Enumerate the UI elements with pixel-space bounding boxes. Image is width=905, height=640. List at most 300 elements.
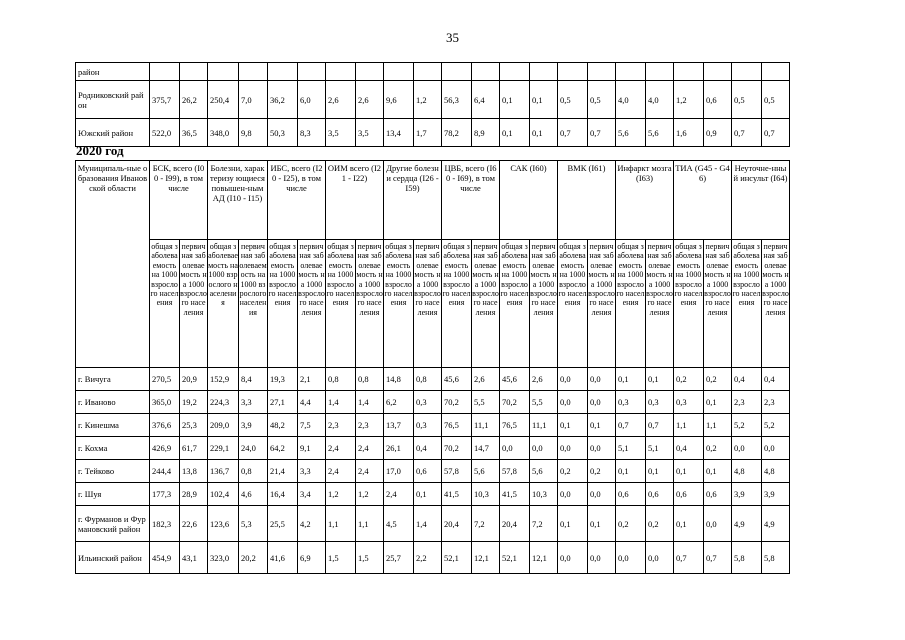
cell-value: 0,7: [558, 119, 588, 147]
cell-value: 0,6: [674, 483, 704, 506]
cell-value: 41,5: [442, 483, 472, 506]
cell-value: 209,0: [208, 414, 239, 437]
cell-value: 0,0: [646, 542, 674, 574]
header-row-groups: [76, 161, 790, 240]
cell-value: 21,4: [268, 460, 298, 483]
cell-value: 0,0: [762, 437, 790, 460]
subheader-primary: первичная заболеваемость на 1000 взрослого населения: [588, 240, 616, 368]
cell-value: 0,0: [558, 391, 588, 414]
page-number: 35: [446, 30, 459, 45]
cell-value: 6,0: [298, 81, 326, 119]
cell-value: 0,0: [704, 506, 732, 542]
header-municipality: Муниципаль-ные образования Ивановской области: [76, 161, 150, 368]
cell-value: 5,2: [732, 414, 762, 437]
cell-value: 70,2: [500, 391, 530, 414]
cell-value: 25,3: [180, 414, 208, 437]
subheader-primary: первичная заболеваемость на 1000 взрослого населения: [239, 240, 268, 368]
subheader-primary: первичная заболеваемость на 1000 взрослого населения: [356, 240, 384, 368]
cell-value: 36,2: [268, 81, 298, 119]
header-group: ИБС, всего (I20 - I25), в том числе: [268, 161, 326, 240]
cell-value: 0,8: [326, 368, 356, 391]
cell-value: 3,5: [326, 119, 356, 147]
cell-value: 13,4: [384, 119, 414, 147]
table-row: [76, 391, 790, 414]
cell-value: 50,3: [268, 119, 298, 147]
cell-value: 250,4: [208, 81, 239, 119]
cell-value: [384, 63, 414, 81]
cell-value: 20,2: [239, 542, 268, 574]
cell-value: 0,7: [704, 542, 732, 574]
cell-value: 0,0: [588, 437, 616, 460]
subheader-primary: первичная заболеваемость на 1000 взрослого населения: [298, 240, 326, 368]
cell-value: 1,2: [674, 81, 704, 119]
cell-value: 2,4: [326, 460, 356, 483]
cell-value: 0,2: [616, 506, 646, 542]
cell-value: 8,3: [298, 119, 326, 147]
cell-value: 4,6: [239, 483, 268, 506]
cell-value: 0,6: [616, 483, 646, 506]
cell-value: 0,0: [588, 542, 616, 574]
cell-value: 1,5: [356, 542, 384, 574]
cell-value: 0,2: [588, 460, 616, 483]
cell-value: 348,0: [208, 119, 239, 147]
table-row: [76, 483, 790, 506]
cell-value: 4,5: [384, 506, 414, 542]
cell-value: 26,2: [180, 81, 208, 119]
cell-value: 323,0: [208, 542, 239, 574]
cell-value: 0,0: [500, 437, 530, 460]
cell-value: 0,1: [674, 460, 704, 483]
table-row: [76, 368, 790, 391]
cell-value: 0,1: [588, 414, 616, 437]
cell-value: 0,8: [356, 368, 384, 391]
table-row: [76, 63, 790, 81]
header-group: ОИМ всего (I21 - I22): [326, 161, 384, 240]
cell-value: 3,4: [298, 483, 326, 506]
cell-value: 3,3: [298, 460, 326, 483]
cell-value: 0,6: [704, 483, 732, 506]
cell-value: 0,0: [558, 368, 588, 391]
table-row: [76, 414, 790, 437]
cell-value: 11,1: [530, 414, 558, 437]
cell-value: 1,2: [356, 483, 384, 506]
cell-value: 64,2: [268, 437, 298, 460]
cell-value: 9,6: [384, 81, 414, 119]
cell-value: 0,9: [704, 119, 732, 147]
cell-value: 9,8: [239, 119, 268, 147]
cell-value: 0,2: [704, 437, 732, 460]
row-name: Южский район: [76, 119, 150, 147]
cell-value: 2,6: [326, 81, 356, 119]
subheader-general: общая заболеваемость на 1000 взрослого населения: [150, 240, 180, 368]
cell-value: 0,6: [646, 483, 674, 506]
cell-value: [239, 63, 268, 81]
header-group: ТИА (G45 - G46): [674, 161, 732, 240]
cell-value: 41,5: [500, 483, 530, 506]
subheader-primary: первичная заболеваемость на 1000 взрослого населения: [646, 240, 674, 368]
cell-value: 2,6: [356, 81, 384, 119]
cell-value: 10,3: [472, 483, 500, 506]
cell-value: 2,4: [356, 460, 384, 483]
subheader-general: общая заболеваемость на 1000 взрослого населения: [442, 240, 472, 368]
cell-value: 5,8: [762, 542, 790, 574]
cell-value: 5,8: [732, 542, 762, 574]
cell-value: 4,2: [298, 506, 326, 542]
cell-value: 3,5: [356, 119, 384, 147]
row-name: г. Тейково: [76, 460, 150, 483]
cell-value: 5,5: [530, 391, 558, 414]
cell-value: 0,7: [588, 119, 616, 147]
subheader-primary: первичная заболеваемость на 1000 взрослого населения: [530, 240, 558, 368]
cell-value: 136,7: [208, 460, 239, 483]
cell-value: 41,6: [268, 542, 298, 574]
header-row-subcolumns: [76, 240, 790, 368]
cell-value: 0,1: [704, 391, 732, 414]
cell-value: 19,3: [268, 368, 298, 391]
cell-value: 454,9: [150, 542, 180, 574]
cell-value: 56,3: [442, 81, 472, 119]
cell-value: 76,5: [500, 414, 530, 437]
cell-value: 36,5: [180, 119, 208, 147]
cell-value: 0,7: [674, 542, 704, 574]
cell-value: 4,4: [298, 391, 326, 414]
cell-value: 2,3: [762, 391, 790, 414]
cell-value: 1,2: [414, 81, 442, 119]
cell-value: 1,4: [356, 391, 384, 414]
cell-value: 0,1: [674, 506, 704, 542]
cell-value: 8,4: [239, 368, 268, 391]
cell-value: 0,1: [558, 414, 588, 437]
cell-value: 375,7: [150, 81, 180, 119]
subheader-general: общая заболеваемость на 1000 взрослого населения: [616, 240, 646, 368]
year-heading: 2020 год: [76, 143, 124, 158]
cell-value: 0,1: [530, 81, 558, 119]
cell-value: 522,0: [150, 119, 180, 147]
cell-value: 3,9: [239, 414, 268, 437]
cell-value: 1,1: [356, 506, 384, 542]
cell-value: 3,3: [239, 391, 268, 414]
cell-value: 61,7: [180, 437, 208, 460]
cell-value: 0,5: [732, 81, 762, 119]
cell-value: [530, 63, 558, 81]
cell-value: 0,7: [646, 414, 674, 437]
cell-value: 2,3: [732, 391, 762, 414]
cell-value: [268, 63, 298, 81]
subheader-general: общая заболеваемость на 1000 взрослого населения: [732, 240, 762, 368]
subheader-primary: первичная заболеваемость на 1000 взрослого населения: [180, 240, 208, 368]
cell-value: 17,0: [384, 460, 414, 483]
cell-value: 2,6: [530, 368, 558, 391]
cell-value: [326, 63, 356, 81]
cell-value: 4,0: [646, 81, 674, 119]
cell-value: 0,6: [414, 460, 442, 483]
cell-value: [732, 63, 762, 81]
cell-value: 0,5: [558, 81, 588, 119]
cell-value: 5,5: [472, 391, 500, 414]
cell-value: 52,1: [442, 542, 472, 574]
cell-value: 20,4: [500, 506, 530, 542]
table-row: [76, 460, 790, 483]
cell-value: [472, 63, 500, 81]
cell-value: 102,4: [208, 483, 239, 506]
cell-value: 0,1: [558, 506, 588, 542]
cell-value: [762, 63, 790, 81]
cell-value: 5,6: [530, 460, 558, 483]
row-name: Родниковский район: [76, 81, 150, 119]
cell-value: 2,4: [326, 437, 356, 460]
cell-value: 0,4: [762, 368, 790, 391]
cell-value: 0,1: [500, 81, 530, 119]
cell-value: 1,6: [674, 119, 704, 147]
table-row: [76, 506, 790, 542]
cell-value: 26,1: [384, 437, 414, 460]
cell-value: 19,2: [180, 391, 208, 414]
cell-value: 0,1: [616, 368, 646, 391]
cell-value: 5,6: [616, 119, 646, 147]
table-row: [76, 437, 790, 460]
cell-value: 229,1: [208, 437, 239, 460]
header-group: САК (I60): [500, 161, 558, 240]
cell-value: 45,6: [442, 368, 472, 391]
cell-value: [500, 63, 530, 81]
cell-value: 8,9: [472, 119, 500, 147]
cell-value: [646, 63, 674, 81]
cell-value: [414, 63, 442, 81]
cell-value: 1,1: [674, 414, 704, 437]
cell-value: 0,0: [530, 437, 558, 460]
main-table: [75, 160, 790, 574]
cell-value: 78,2: [442, 119, 472, 147]
cell-value: 0,2: [646, 506, 674, 542]
cell-value: 0,0: [558, 483, 588, 506]
cell-value: 0,2: [674, 368, 704, 391]
cell-value: [298, 63, 326, 81]
cell-value: 4,8: [732, 460, 762, 483]
cell-value: 244,4: [150, 460, 180, 483]
cell-value: 0,4: [414, 437, 442, 460]
cell-value: 12,1: [530, 542, 558, 574]
cell-value: 0,1: [500, 119, 530, 147]
cell-value: 2,6: [472, 368, 500, 391]
row-name: г. Иваново: [76, 391, 150, 414]
cell-value: 0,1: [704, 460, 732, 483]
row-name: г. Кинешма: [76, 414, 150, 437]
subheader-primary: первичная заболеваемость на 1000 взрослого населения: [762, 240, 790, 368]
cell-value: [150, 63, 180, 81]
cell-value: 12,1: [472, 542, 500, 574]
cell-value: 70,2: [442, 437, 472, 460]
cell-value: 2,1: [298, 368, 326, 391]
cell-value: 123,6: [208, 506, 239, 542]
header-group: ЦВБ, всего (I60 - I69), в том числе: [442, 161, 500, 240]
cell-value: 365,0: [150, 391, 180, 414]
cell-value: 27,1: [268, 391, 298, 414]
cell-value: 3,9: [762, 483, 790, 506]
cell-value: 2,2: [414, 542, 442, 574]
table-row: [76, 119, 790, 147]
subheader-general: общая заболеваемость на 1000 взрослого населения: [558, 240, 588, 368]
cell-value: 0,7: [732, 119, 762, 147]
cell-value: 0,2: [704, 368, 732, 391]
cell-value: 426,9: [150, 437, 180, 460]
top-table-continuation: [75, 62, 790, 147]
cell-value: 1,5: [326, 542, 356, 574]
cell-value: 0,3: [616, 391, 646, 414]
cell-value: 5,3: [239, 506, 268, 542]
cell-value: 0,8: [239, 460, 268, 483]
cell-value: 0,0: [588, 391, 616, 414]
cell-value: 152,9: [208, 368, 239, 391]
cell-value: 1,2: [326, 483, 356, 506]
cell-value: 43,1: [180, 542, 208, 574]
header-group: Другие болезни сердца (I26 - I59): [384, 161, 442, 240]
cell-value: 0,3: [414, 414, 442, 437]
subheader-general: общая заболеваемость на 1000 взрослого населения: [674, 240, 704, 368]
cell-value: 16,4: [268, 483, 298, 506]
cell-value: 6,2: [384, 391, 414, 414]
cell-value: 0,3: [414, 391, 442, 414]
cell-value: 3,9: [732, 483, 762, 506]
cell-value: 4,9: [762, 506, 790, 542]
subheader-primary: первичная заболеваемость на 1000 взрослого населения: [414, 240, 442, 368]
cell-value: 48,2: [268, 414, 298, 437]
cell-value: 1,1: [704, 414, 732, 437]
subheader-general: общая заболеваемость на 1000 взрослого населения: [326, 240, 356, 368]
cell-value: 0,3: [674, 391, 704, 414]
cell-value: 20,4: [442, 506, 472, 542]
cell-value: 76,5: [442, 414, 472, 437]
cell-value: 2,3: [326, 414, 356, 437]
cell-value: 5,1: [646, 437, 674, 460]
row-name: г. Вичуга: [76, 368, 150, 391]
cell-value: 6,9: [298, 542, 326, 574]
header-group: БСК, всего (I00 - I99), в том числе: [150, 161, 208, 240]
cell-value: 0,1: [414, 483, 442, 506]
cell-value: 10,3: [530, 483, 558, 506]
cell-value: [356, 63, 384, 81]
cell-value: 1,1: [326, 506, 356, 542]
cell-value: 24,0: [239, 437, 268, 460]
cell-value: 14,8: [384, 368, 414, 391]
cell-value: 45,6: [500, 368, 530, 391]
cell-value: 0,0: [558, 437, 588, 460]
row-name: Ильинский район: [76, 542, 150, 574]
cell-value: 28,9: [180, 483, 208, 506]
cell-value: [674, 63, 704, 81]
cell-value: [558, 63, 588, 81]
subheader-primary: первичная заболеваемость на 1000 взрослого населения: [472, 240, 500, 368]
cell-value: 0,4: [674, 437, 704, 460]
cell-value: 13,8: [180, 460, 208, 483]
cell-value: 4,0: [616, 81, 646, 119]
cell-value: 7,5: [298, 414, 326, 437]
cell-value: 0,5: [762, 81, 790, 119]
header-group: Инфаркт мозга (I63): [616, 161, 674, 240]
cell-value: 2,3: [356, 414, 384, 437]
cell-value: 0,0: [616, 542, 646, 574]
cell-value: 0,1: [588, 506, 616, 542]
table-row: [76, 81, 790, 119]
cell-value: 0,0: [558, 542, 588, 574]
subheader-general: общая заболеваемость на 1000 взрослого населения: [208, 240, 239, 368]
cell-value: 0,1: [530, 119, 558, 147]
cell-value: 0,8: [414, 368, 442, 391]
cell-value: 0,0: [588, 368, 616, 391]
cell-value: 25,5: [268, 506, 298, 542]
cell-value: 57,8: [442, 460, 472, 483]
cell-value: 5,6: [472, 460, 500, 483]
row-name: г. Шуя: [76, 483, 150, 506]
cell-value: 0,1: [646, 368, 674, 391]
cell-value: 7,2: [530, 506, 558, 542]
cell-value: [180, 63, 208, 81]
cell-value: 1,4: [326, 391, 356, 414]
cell-value: 376,6: [150, 414, 180, 437]
cell-value: 1,7: [414, 119, 442, 147]
row-name: г. Фурманов и Фурмановский район: [76, 506, 150, 542]
cell-value: 13,7: [384, 414, 414, 437]
cell-value: 5,2: [762, 414, 790, 437]
cell-value: 5,6: [646, 119, 674, 147]
cell-value: 70,2: [442, 391, 472, 414]
cell-value: 0,3: [646, 391, 674, 414]
row-name: г. Кохма: [76, 437, 150, 460]
cell-value: [704, 63, 732, 81]
cell-value: 177,3: [150, 483, 180, 506]
cell-value: 22,6: [180, 506, 208, 542]
cell-value: 1,4: [414, 506, 442, 542]
cell-value: 0,0: [588, 483, 616, 506]
cell-value: [616, 63, 646, 81]
cell-value: 2,4: [356, 437, 384, 460]
cell-value: 182,3: [150, 506, 180, 542]
subheader-general: общая заболеваемость на 1000 взрослого населения: [268, 240, 298, 368]
cell-value: 5,1: [616, 437, 646, 460]
cell-value: 4,9: [732, 506, 762, 542]
cell-value: 0,7: [616, 414, 646, 437]
cell-value: 7,2: [472, 506, 500, 542]
cell-value: 9,1: [298, 437, 326, 460]
cell-value: 57,8: [500, 460, 530, 483]
cell-value: 20,9: [180, 368, 208, 391]
cell-value: [208, 63, 239, 81]
subheader-general: общая заболеваемость на 1000 взрослого населения: [384, 240, 414, 368]
cell-value: 6,4: [472, 81, 500, 119]
cell-value: 0,6: [704, 81, 732, 119]
cell-value: 14,7: [472, 437, 500, 460]
cell-value: 0,1: [616, 460, 646, 483]
cell-value: 270,5: [150, 368, 180, 391]
table-row: [76, 542, 790, 574]
cell-value: 11,1: [472, 414, 500, 437]
cell-value: 25,7: [384, 542, 414, 574]
subheader-primary: первичная заболеваемость на 1000 взрослого населения: [704, 240, 732, 368]
header-group: Болезни, характеризу ющиеся повышен-ным АД (I10 - I15): [208, 161, 268, 240]
cell-value: 0,5: [588, 81, 616, 119]
row-name: район: [76, 63, 150, 81]
cell-value: 0,4: [732, 368, 762, 391]
header-group: ВМК (I61): [558, 161, 616, 240]
cell-value: 0,0: [732, 437, 762, 460]
cell-value: 2,4: [384, 483, 414, 506]
cell-value: 52,1: [500, 542, 530, 574]
cell-value: 0,2: [558, 460, 588, 483]
cell-value: 7,0: [239, 81, 268, 119]
header-group: Неуточне-нный инсульт (I64): [732, 161, 790, 240]
subheader-general: общая заболеваемость на 1000 взрослого населения: [500, 240, 530, 368]
cell-value: [588, 63, 616, 81]
cell-value: 0,1: [646, 460, 674, 483]
